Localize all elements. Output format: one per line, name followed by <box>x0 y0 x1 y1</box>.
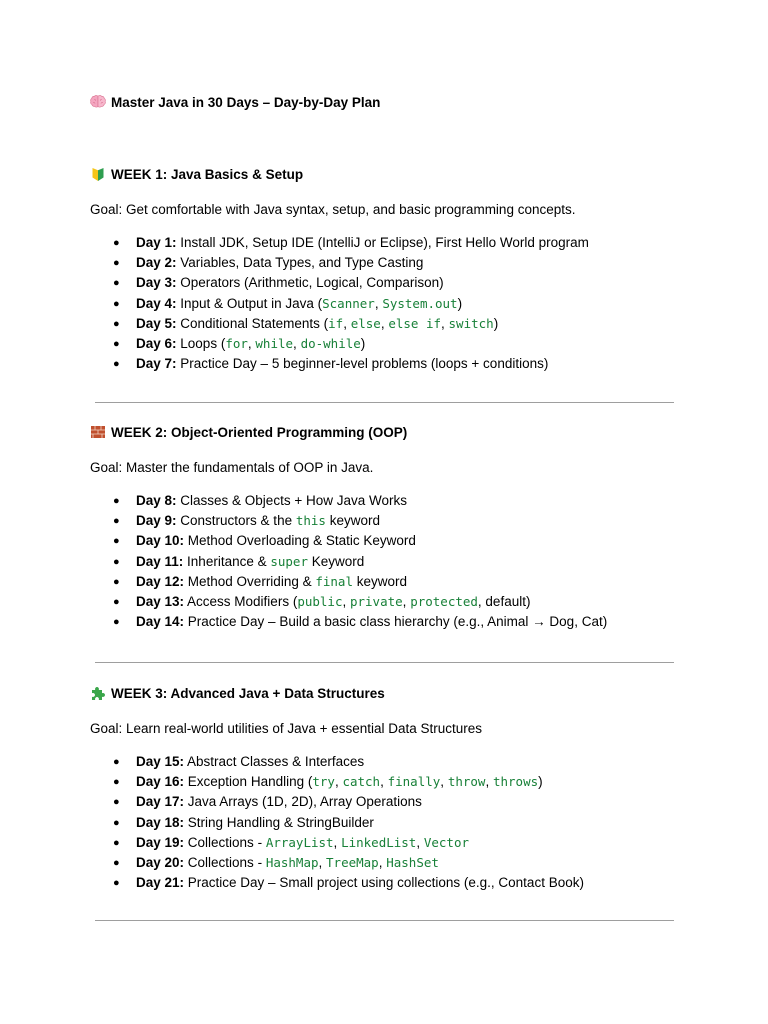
day-list-item <box>90 294 690 314</box>
day-label: Day 5: <box>136 315 177 331</box>
day-label: Day 17: <box>136 794 185 810</box>
day-description: , <box>318 855 327 871</box>
week-2-goal: Goal: Master the fundamentals of OOP in Java. <box>90 460 374 475</box>
day-label: Day 16: <box>136 774 185 790</box>
code-keyword: System.out <box>382 295 458 311</box>
day-description: , <box>374 295 383 311</box>
bullet-icon: ● <box>113 816 120 829</box>
code-keyword: throw <box>447 774 486 790</box>
day-description: , <box>343 315 351 331</box>
bullet-icon: ● <box>113 535 120 548</box>
code-keyword: else <box>350 315 381 331</box>
day-description: Method Overloading & Static Keyword <box>184 533 416 549</box>
day-list-item <box>90 253 690 273</box>
code-keyword: Vector <box>423 834 469 850</box>
day-list-item <box>90 314 690 334</box>
day-label: Day 8: <box>136 493 177 508</box>
day-label: Day 4: <box>136 295 177 311</box>
day-label: Day 13: <box>136 594 185 610</box>
bullet-icon: ● <box>113 515 120 528</box>
week-3-section <box>90 685 690 893</box>
day-description: , <box>378 855 387 871</box>
day-list-item <box>90 792 690 812</box>
day-description: , <box>342 594 350 610</box>
brain-icon <box>90 94 106 110</box>
code-keyword: Scanner <box>322 295 375 311</box>
day-list-item <box>90 772 690 792</box>
day-label: Day 15: <box>136 754 185 769</box>
day-description: Loops ( <box>176 336 226 352</box>
day-list-item <box>90 813 690 833</box>
day-description: , <box>440 774 448 790</box>
bullet-icon: ● <box>113 495 120 507</box>
day-description: ) <box>457 295 463 311</box>
day-description: , <box>293 336 301 352</box>
day-list-item <box>90 531 690 551</box>
section-divider <box>95 662 674 663</box>
day-description: Exception Handling ( <box>184 774 313 790</box>
day-description: Practice Day – Build a basic class hierarchy (e.g., Animal → Dog, Cat) <box>184 614 608 630</box>
day-label: Day 1: <box>136 235 177 250</box>
day-description: ) <box>360 336 366 352</box>
week-2-heading <box>90 424 690 442</box>
day-description: , default) <box>477 594 531 610</box>
day-description: Variables, Data Types, and Type Casting <box>176 255 424 271</box>
day-description: Constructors & the <box>176 513 296 529</box>
day-description: Collections - <box>184 834 266 850</box>
day-description: keyword <box>352 573 408 589</box>
day-label: Day 19: <box>136 834 185 850</box>
day-description: Operators (Arithmetic, Logical, Comparison) <box>176 275 444 291</box>
day-description: keyword <box>325 513 380 529</box>
day-list-item <box>90 334 690 354</box>
code-keyword: private <box>349 594 403 610</box>
day-description: Collections - <box>184 855 266 871</box>
code-keyword: finally <box>387 774 441 790</box>
bullet-icon: ● <box>113 756 120 768</box>
bullet-icon: ● <box>113 877 120 890</box>
day-list-item <box>90 273 690 293</box>
bullet-icon: ● <box>113 297 120 310</box>
day-description: Conditional Statements ( <box>176 315 329 331</box>
document-title-text: Master Java in 30 Days – Day-by-Day Plan <box>111 95 381 110</box>
day-description: , <box>402 594 411 610</box>
code-keyword: switch <box>448 315 494 331</box>
day-description: , <box>416 834 424 850</box>
day-list-item <box>90 354 690 374</box>
day-list-item <box>90 233 690 253</box>
day-description: Practice Day – Small project using collections (e.g., Contact Book) <box>184 875 584 891</box>
day-list-item <box>90 552 690 572</box>
day-label: Day 12: <box>136 573 185 589</box>
week-3-day-list <box>90 752 690 893</box>
week-2-day-list <box>90 491 690 632</box>
week-2-section <box>90 424 690 632</box>
week-3-goal: Goal: Learn real-world utilities of Java + essential Data Structures <box>90 721 483 736</box>
bullet-icon: ● <box>113 836 120 849</box>
day-list-item <box>90 833 690 853</box>
day-label: Day 2: <box>136 255 177 271</box>
bullet-icon: ● <box>113 237 120 249</box>
day-label: Day 21: <box>136 875 185 891</box>
code-keyword: for <box>225 336 248 352</box>
day-description: ) <box>493 315 499 331</box>
code-keyword: super <box>270 553 308 569</box>
day-description: , <box>333 834 342 850</box>
brick-icon <box>90 424 106 440</box>
day-description: Keyword <box>308 553 365 569</box>
bullet-icon: ● <box>113 317 120 330</box>
day-description: ) <box>538 774 543 790</box>
beginner-shield-icon <box>90 166 106 182</box>
code-keyword: catch <box>342 774 381 790</box>
bullet-icon: ● <box>113 796 120 809</box>
week-3-heading <box>90 685 690 703</box>
day-description: , <box>247 336 256 352</box>
code-keyword: while <box>255 336 294 352</box>
code-keyword: ArrayList <box>265 834 334 850</box>
day-description: , <box>380 774 388 790</box>
day-description: Classes & Objects + How Java Works <box>176 493 407 508</box>
bullet-icon: ● <box>113 616 120 629</box>
code-keyword: TreeMap <box>326 855 379 871</box>
day-label: Day 9: <box>136 513 177 529</box>
day-list-item <box>90 612 690 632</box>
code-keyword: LinkedList <box>341 834 417 850</box>
code-keyword: do-while <box>300 336 361 352</box>
code-keyword: else if <box>388 315 442 331</box>
code-keyword: final <box>315 573 353 589</box>
bullet-icon: ● <box>113 277 120 290</box>
day-list-item <box>90 511 690 531</box>
bullet-icon: ● <box>113 358 120 371</box>
week-1-day-list <box>90 233 690 374</box>
day-label: Day 18: <box>136 814 185 830</box>
code-keyword: throws <box>492 774 539 790</box>
day-description: Practice Day – 5 beginner-level problems (loops + conditions) <box>176 356 549 372</box>
day-description: , <box>441 315 449 331</box>
day-description: String Handling & StringBuilder <box>184 814 374 830</box>
week-1-section <box>90 166 690 374</box>
day-label: Day 20: <box>136 855 185 871</box>
puzzle-piece-icon <box>90 685 106 701</box>
day-list-item <box>90 572 690 592</box>
day-list-item <box>90 752 690 772</box>
section-divider <box>95 402 674 403</box>
section-divider <box>95 920 674 921</box>
code-keyword: HashSet <box>386 855 439 871</box>
day-description: Abstract Classes & Interfaces <box>184 754 365 769</box>
day-label: Day 10: <box>136 533 185 549</box>
day-label: Day 11: <box>136 553 184 569</box>
week-1-heading <box>90 166 690 184</box>
code-keyword: public <box>297 594 343 610</box>
week-3-heading-text: WEEK 3: Advanced Java + Data Structures <box>111 686 385 701</box>
day-description: Install JDK, Setup IDE (IntelliJ or Eclipse), First Hello World program <box>176 235 589 250</box>
day-list-item <box>90 491 690 511</box>
bullet-icon: ● <box>113 575 120 588</box>
day-description: Java Arrays (1D, 2D), Array Operations <box>184 794 422 810</box>
bullet-icon: ● <box>113 555 120 568</box>
day-description: Method Overriding & <box>184 573 316 589</box>
day-label: Day 14: <box>136 614 185 630</box>
day-label: Day 6: <box>136 336 177 352</box>
bullet-icon: ● <box>113 338 120 351</box>
day-list-item <box>90 873 690 893</box>
day-list-item <box>90 853 690 873</box>
document-title <box>90 94 380 110</box>
day-label: Day 7: <box>136 356 177 372</box>
code-keyword: try <box>312 774 335 790</box>
day-description: , <box>485 774 493 790</box>
day-description: , <box>380 315 389 331</box>
bullet-icon: ● <box>113 776 120 789</box>
code-keyword: if <box>328 315 344 331</box>
code-keyword: protected <box>410 594 478 610</box>
code-keyword: HashMap <box>265 855 319 871</box>
bullet-icon: ● <box>113 257 120 270</box>
week-1-heading-text: WEEK 1: Java Basics & Setup <box>111 167 304 182</box>
bullet-icon: ● <box>113 596 120 609</box>
week-1-goal: Goal: Get comfortable with Java syntax, setup, and basic programming concepts. <box>90 202 576 217</box>
day-description: Inheritance & <box>183 553 271 569</box>
day-list-item <box>90 592 690 612</box>
day-description: , <box>334 774 343 790</box>
day-description: Access Modifiers ( <box>184 594 298 610</box>
bullet-icon: ● <box>113 857 120 870</box>
code-keyword: this <box>295 513 326 529</box>
week-2-heading-text: WEEK 2: Object-Oriented Programming (OOP) <box>111 425 408 440</box>
day-description: Input & Output in Java ( <box>176 295 323 311</box>
day-label: Day 3: <box>136 275 177 291</box>
